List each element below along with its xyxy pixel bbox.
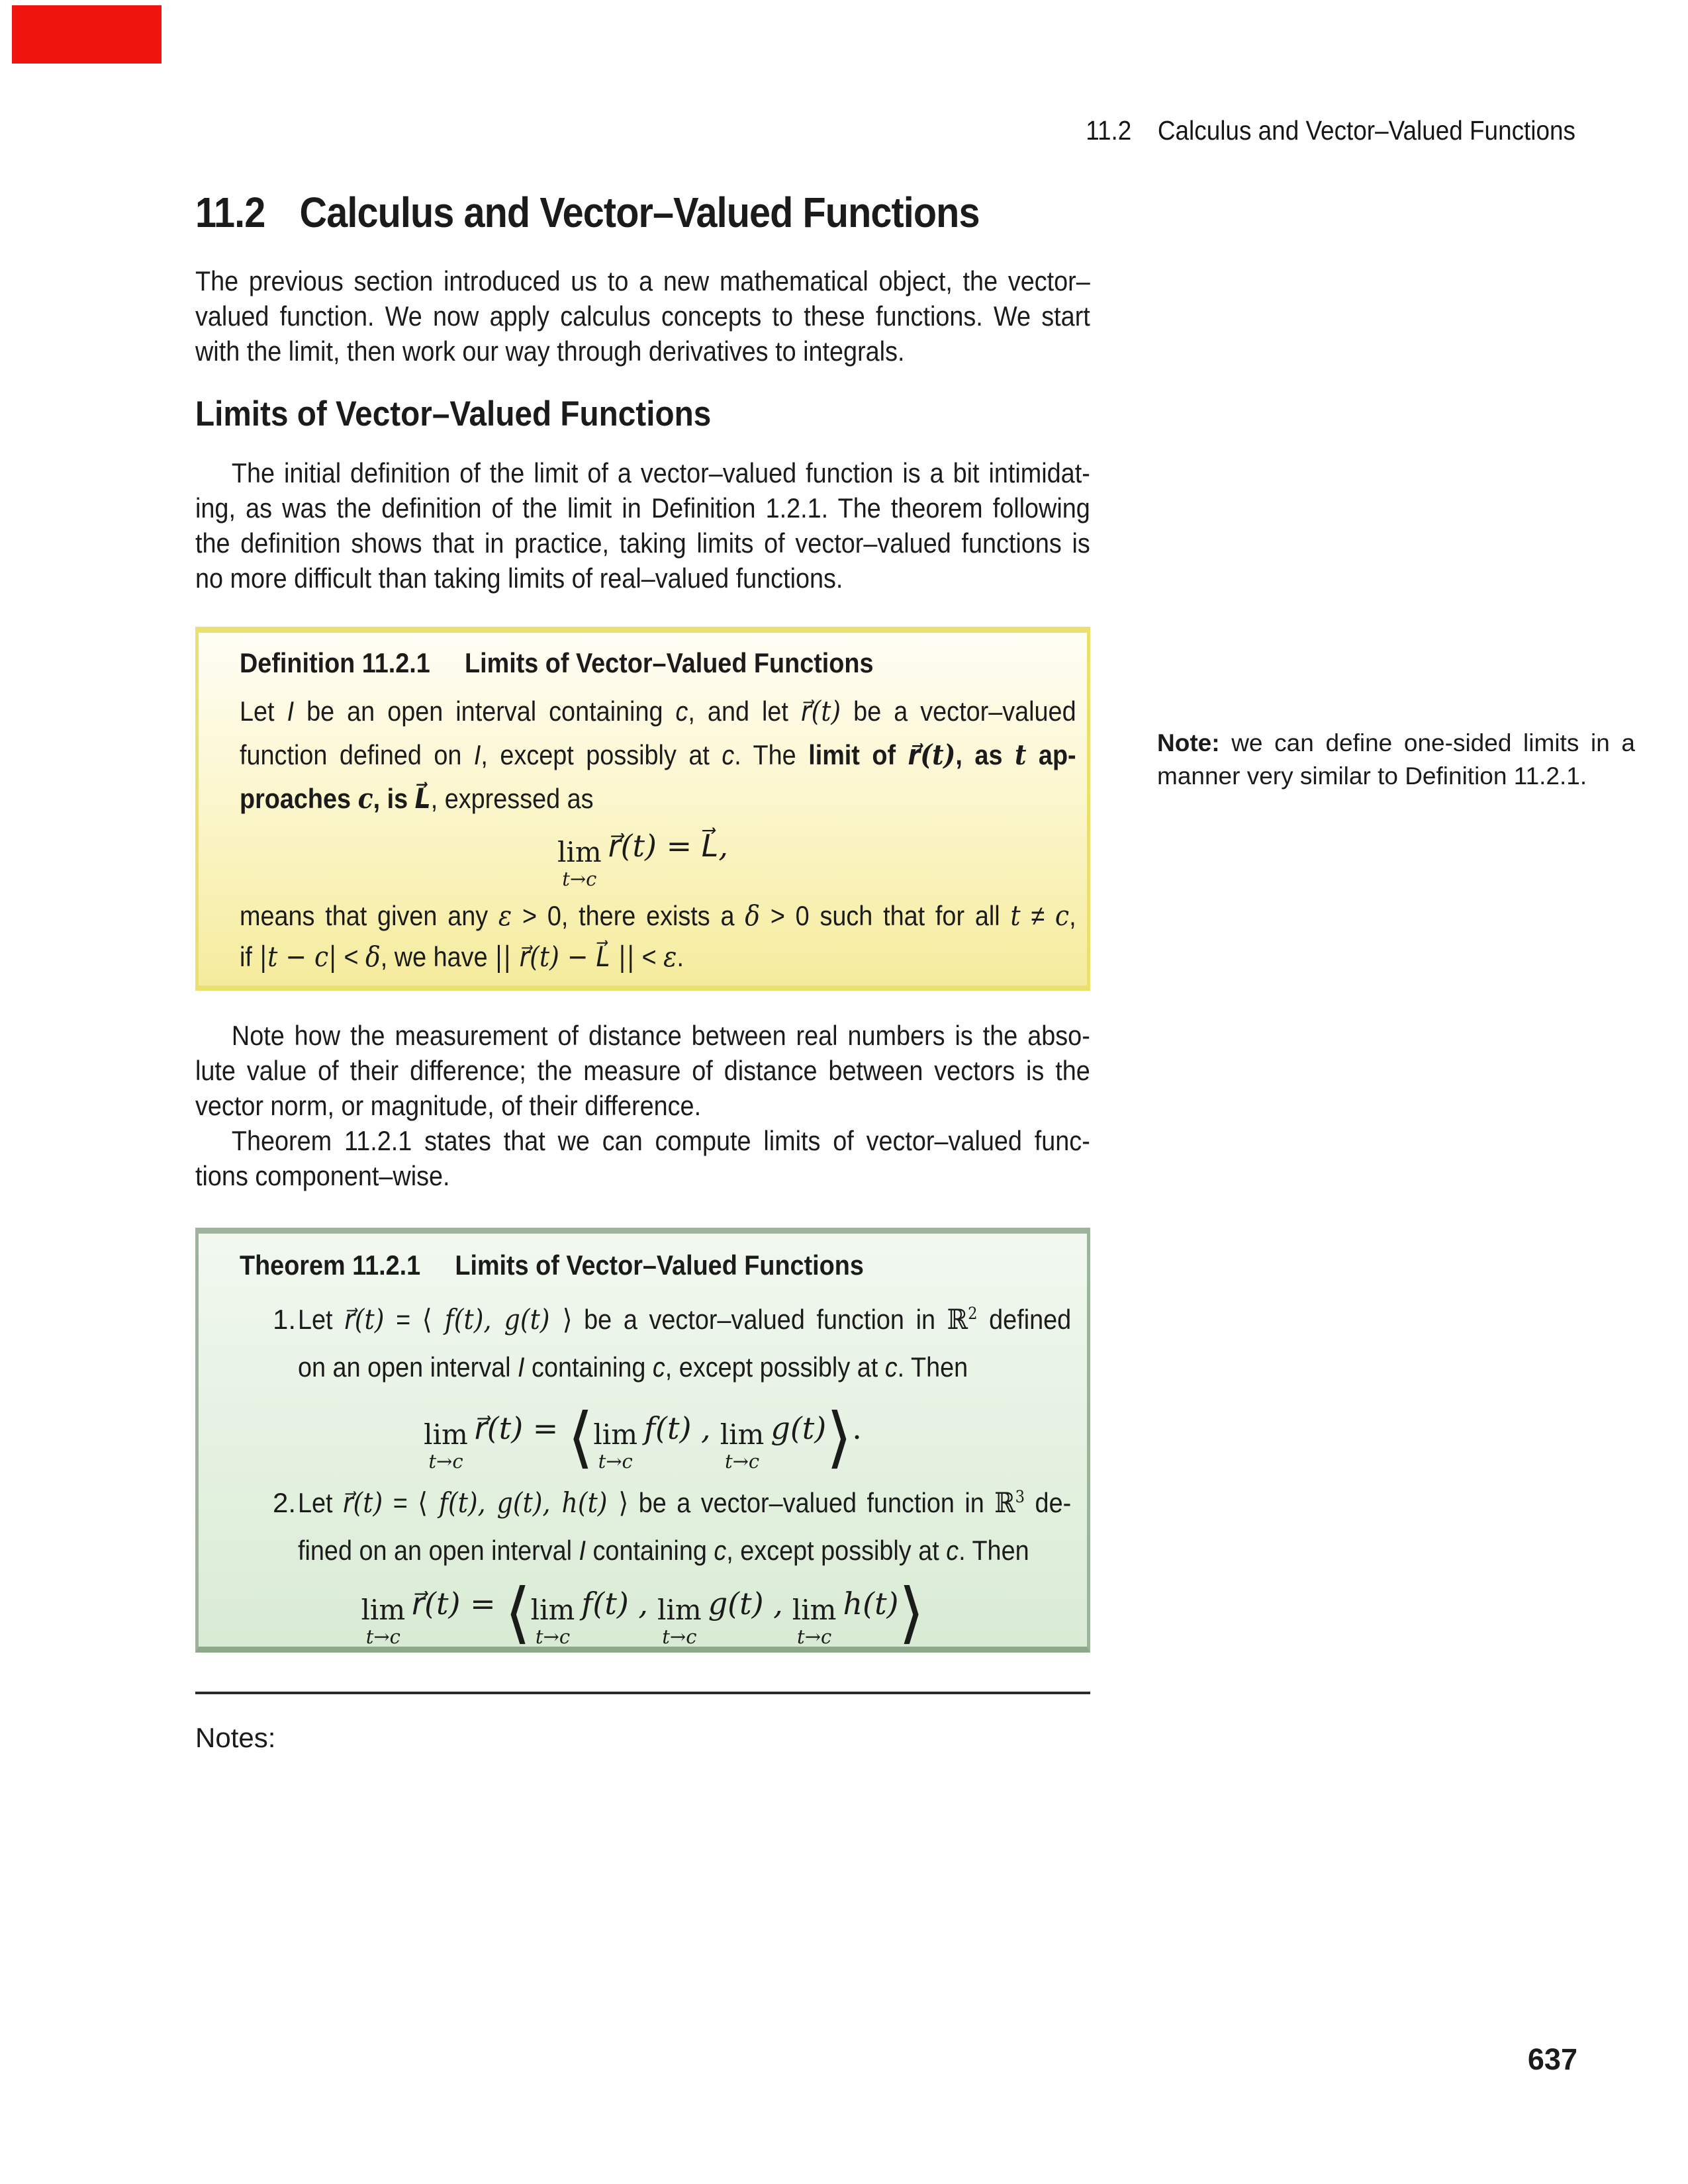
theorem-title: Limits of Vector–Valued Functions: [455, 1250, 864, 1281]
theorem-equation-r2: lim t→c r⃗(t) = ⟨ lim t→c f(t) , lim t→c g(t)⟩.: [424, 1398, 862, 1476]
section-title-text: Calculus and Vector–Valued Functions: [299, 189, 980, 236]
angle-bracket-right: ⟩: [898, 1574, 925, 1651]
margin-note: Note: we can define one-sided limits in a manner very similar to Definition 11.2.1.: [1157, 729, 1635, 790]
item-number: 1.: [273, 1304, 297, 1335]
item-text: Let r⃗(t) = ⟨ f(t), g(t) ⟩ be a vector–valued function in ℝ$^2$ defined on an open interval I containing c, except possibly at c. Then: [298, 1303, 1072, 1383]
limit-operator: lim t→c: [720, 1418, 765, 1473]
theorem-label: Theorem 11.2.1: [240, 1250, 421, 1281]
limit-operator: lim t→c: [557, 836, 602, 890]
section-title: [195, 188, 980, 237]
limit-operator: lim t→c: [424, 1418, 468, 1473]
definition-label: Definition 11.2.1: [240, 647, 430, 678]
definition-equation: [199, 828, 1087, 890]
section-number: 11.2: [195, 189, 265, 236]
limit-operator: lim t→c: [593, 1418, 638, 1473]
footnote-rule: [195, 1692, 1090, 1694]
page-number: 637: [1527, 2042, 1577, 2076]
notes-label: Notes:: [195, 1722, 276, 1753]
angle-bracket-left: ⟨: [504, 1574, 531, 1651]
running-header: [1086, 115, 1575, 146]
equation-period: .: [852, 1410, 862, 1446]
theorem-intro-paragraph: Theorem 11.2.1 states that we can compute limits of vector–valued func- tions component–wise.: [195, 1125, 1090, 1191]
definition-box: [195, 627, 1090, 991]
equation-rhs: r⃗(t) = L⃗,: [608, 828, 729, 864]
theorem-box: [195, 1228, 1090, 1653]
angle-bracket-left: ⟨: [567, 1398, 594, 1476]
running-header-title: Calculus and Vector–Valued Functions: [1157, 115, 1575, 146]
limit-operator: lim t→c: [792, 1594, 837, 1648]
angle-bracket-right: ⟩: [826, 1398, 853, 1476]
limit-operator: lim t→c: [657, 1594, 702, 1648]
item-number: 2.: [273, 1487, 297, 1518]
theorem-heading: [240, 1250, 864, 1281]
theorem-item-1: [199, 1298, 1087, 1389]
red-marker-overlay: [12, 5, 162, 64]
definition-title: Limits of Vector–Valued Functions: [464, 647, 874, 678]
limit-intro-paragraph: The initial definition of the limit of a vector–valued function is a bit intimidat- ing, as was the definition of the limit in Definition 1.2.1. The theorem following the definition shows that in practice, taking limits of vector–valued functions is no more difficult than taking limits of real–valued functions.: [195, 457, 1090, 594]
theorem-item-2: [199, 1481, 1087, 1572]
intro-paragraph: The previous section introduced us to a new mathematical object, the vector– valued function. We now apply calculus concepts to these functions. We start with the limit, then work our way through derivatives to integrals.: [195, 265, 1090, 367]
limit-operator: lim t→c: [530, 1594, 575, 1648]
limit-operator: lim t→c: [361, 1594, 406, 1648]
definition-body: Let I be an open interval containing c, and let r⃗(t) be a vector–valued function defined on I, except possibly at c. The limit of r⃗(t), as t ap- proaches c, is L⃗, expressed as: [240, 695, 1076, 815]
distance-paragraph: Note how the measurement of distance between real numbers is the abso- lute value of their difference; the measure of distance between vectors is the vector norm, or magnitude, of their difference.: [195, 1020, 1090, 1121]
running-header-number: 11.2: [1086, 115, 1132, 146]
item-text: Let r⃗(t) = ⟨ f(t), g(t), h(t) ⟩ be a vector–valued function in ℝ$^3$ de- fined on an open interval I containing c, except possibly at c. Then: [298, 1486, 1072, 1566]
definition-heading: [240, 647, 874, 679]
theorem-equation-r3: lim t→c r⃗(t) = ⟨ lim t→c f(t) , lim t→c g(t) , lim t→c h(t)⟩: [361, 1574, 925, 1651]
subsection-title: Limits of Vector–Valued Functions: [195, 394, 712, 433]
definition-means: means that given any ε > 0, there exists a δ > 0 such that for all t ≠ c, if |t − c| < δ, we have || r⃗(t) − L⃗ || < ε.: [240, 899, 1076, 973]
